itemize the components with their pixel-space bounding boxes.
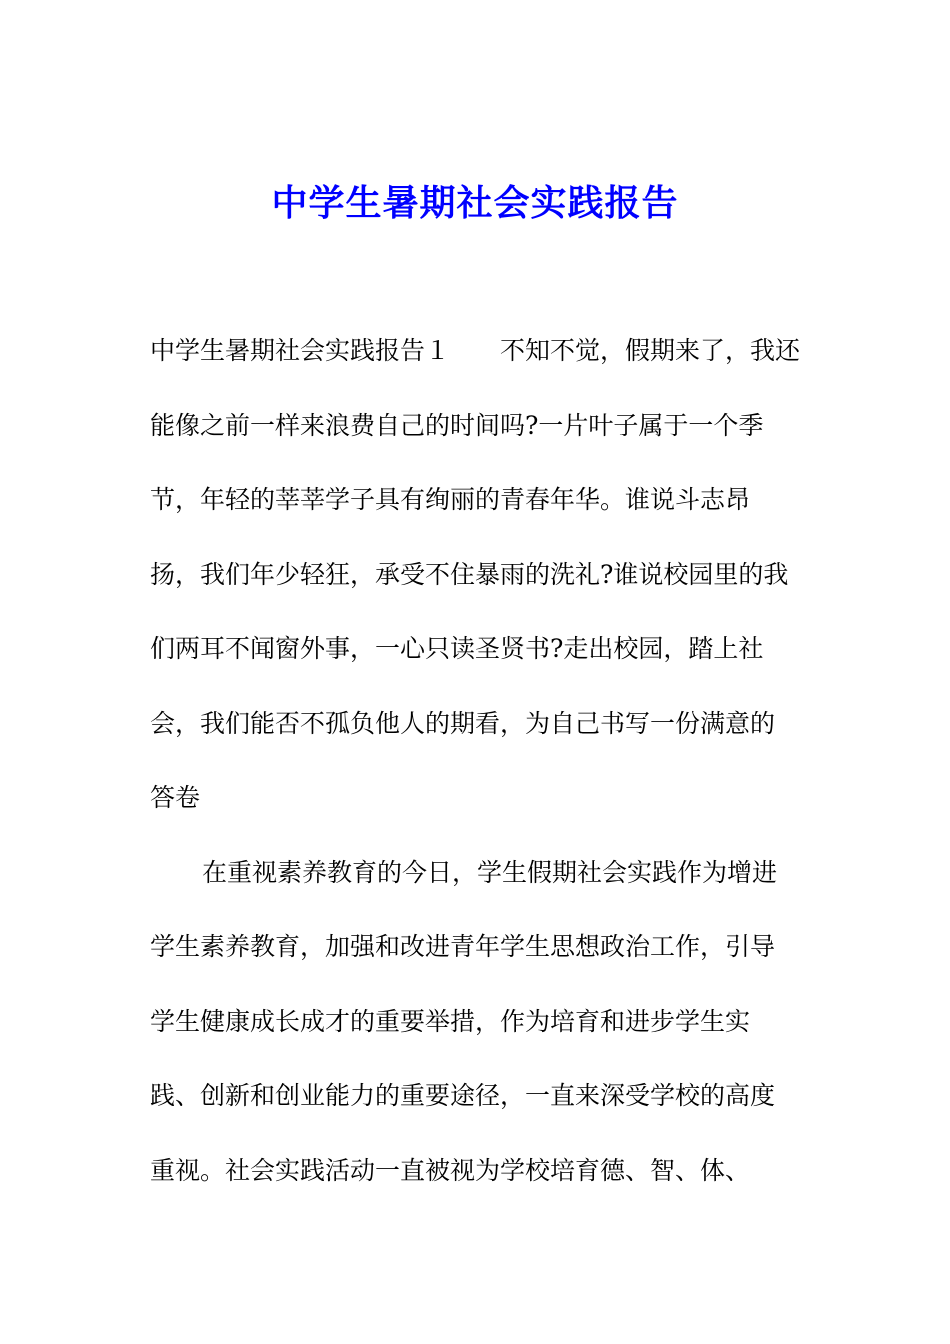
paragraph-1-line-1 (150, 333, 830, 369)
paragraph-2-line-4: 践、创新和创业能力的重要途径，一直来深受学校的高度 (150, 1081, 776, 1110)
paragraph-1-line-2: 能像之前一样来浪费自己的时间吗?一片叶子属于一个季 (150, 411, 764, 440)
paragraph-1-text: 不知不觉，假期来了，我还 (500, 336, 801, 365)
paragraph-1-line-3: 节，年轻的莘莘学子具有绚丽的青春年华。谁说斗志昂 (150, 485, 751, 514)
report-heading-lead: 中学生暑期社会实践报告１ (150, 336, 451, 365)
paragraph-1-line-5: 们两耳不闻窗外事，一心只读圣贤书?走出校园，踏上社 (150, 634, 764, 663)
paragraph-2-line-5: 重视。社会实践活动一直被视为学校培育德、智、体、 (150, 1156, 751, 1185)
paragraph-1-line-7: 答卷 (150, 783, 201, 812)
paragraph-2-line-3: 学生健康成长成才的重要举措，作为培育和进步学生实 (150, 1007, 751, 1036)
paragraph-2-line-1: 在重视素养教育的今日，学生假期社会实践作为增进 (202, 858, 778, 887)
paragraph-1-line-4: 扬，我们年少轻狂，承受不住暴雨的洗礼?谁说校园里的我 (150, 560, 789, 589)
document-title: 中学生暑期社会实践报告 (271, 182, 679, 224)
paragraph-1-line-6: 会，我们能否不孤负他人的期看，为自己书写一份满意的 (150, 709, 776, 738)
paragraph-2-line-2: 学生素养教育，加强和改进青年学生思想政治工作，引导 (150, 932, 776, 961)
